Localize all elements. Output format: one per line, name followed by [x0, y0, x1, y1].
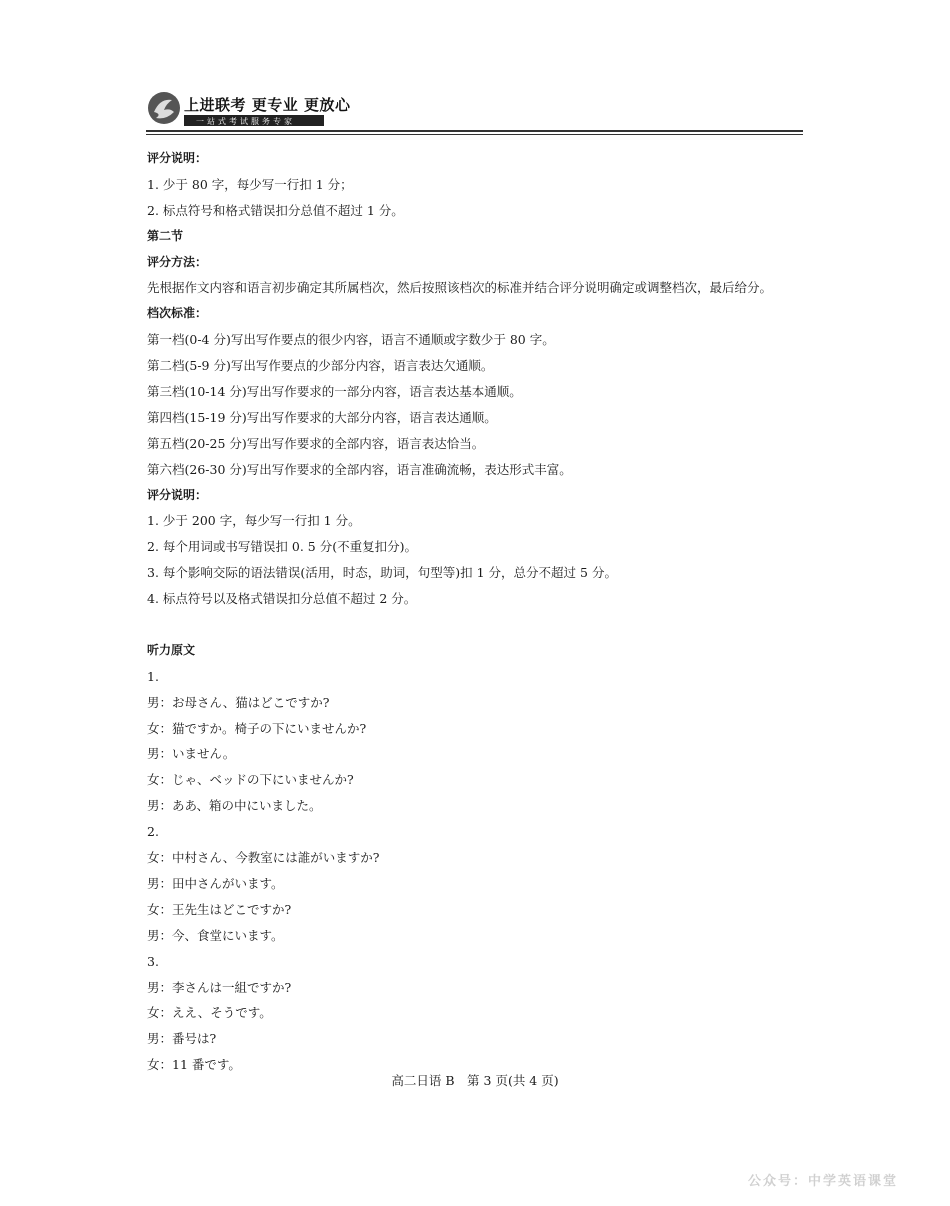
section2-note: 4. 标点符号以及格式错误扣分总值不超过 2 分。	[147, 591, 417, 607]
listening-title: 听力原文	[147, 642, 196, 657]
page-header	[146, 88, 803, 136]
dialogue-line: 男：いません。	[147, 746, 236, 762]
dialogue-line: 男：李さんは一組ですか?	[147, 979, 292, 995]
dialogue-line: 男：番号は?	[147, 1031, 217, 1047]
dialogue-number: 2.	[147, 824, 159, 840]
document-body	[147, 146, 807, 1078]
level-item: 第二档(5-9 分)写出写作要点的少部分内容，语言表达欠通顺。	[147, 358, 494, 374]
level-item: 第四档(15-19 分)写出写作要求的大部分内容，语言表达通顺。	[147, 409, 497, 425]
header-slogan: 上进联考 更专业 更放心	[184, 96, 351, 114]
header-rule-thin	[146, 134, 803, 135]
level-item: 第五档(20-25 分)写出写作要求的全部内容，语言表达恰当。	[147, 435, 485, 451]
level-item: 第六档(26-30 分)写出写作要求的全部内容，语言准确流畅，表达形式丰富。	[147, 461, 572, 477]
dialogue-line: 女：じゃ、ベッドの下にいませんか?	[147, 772, 354, 788]
header-tagline: 一站式考试服务专家	[196, 117, 295, 126]
section2-notes-title: 评分说明：	[147, 487, 208, 502]
dialogue-line: 女：中村さん、今教室には誰がいますか?	[147, 850, 380, 866]
section2-note: 3. 每个影响交际的语法错误(活用，时态，助词，句型等)扣 1 分，总分不超过 5 分。	[147, 565, 617, 581]
dialogue-number: 3.	[147, 953, 159, 969]
level-item: 第一档(0-4 分)写出写作要点的很少内容，语言不通顺或字数少于 80 字。	[147, 332, 555, 348]
level-item: 第三档(10-14 分)写出写作要求的一部分内容，语言表达基本通顺。	[147, 384, 522, 400]
dialogue-line: 男：ああ、箱の中にいました。	[147, 798, 322, 814]
section2-note: 1. 少于 200 字，每少写一行扣 1 分。	[147, 513, 361, 529]
dialogue-line: 女：王先生はどこですか?	[147, 901, 292, 917]
dialogue-line: 女：11 番です。	[147, 1057, 241, 1073]
levels-title: 档次标准：	[147, 306, 208, 321]
section2-title: 第二节	[147, 228, 184, 243]
dialogue-line: 男：今、食堂にいます。	[147, 927, 284, 943]
section1-notes-title: 评分说明：	[147, 151, 208, 165]
page-footer: 高二日语 B 第 3 页(共 4 页)	[391, 1073, 559, 1088]
section2-note: 2. 每个用词或书写错误扣 0. 5 分(不重复扣分)。	[147, 539, 417, 555]
method-title: 评分方法：	[147, 254, 208, 269]
dialogue-line: 男：お母さん、猫はどこですか?	[147, 694, 330, 710]
watermark: 公众号：中学英语课堂	[747, 1174, 898, 1189]
section1-note: 1. 少于 80 字，每少写一行扣 1 分；	[147, 176, 353, 192]
dialogue-line: 男：田中さんがいます。	[147, 875, 284, 891]
spacer	[147, 612, 807, 638]
section1-note: 2. 标点符号和格式错误扣分总值不超过 1 分。	[147, 202, 404, 218]
dialogue-number: 1.	[147, 668, 159, 684]
method-text: 先根据作文内容和语言初步确定其所属档次，然后按照该档次的标准并结合评分说明确定或调整档次，最后给分。	[147, 280, 773, 296]
dialogue-line: 女：猫ですか。椅子の下にいませんか?	[147, 720, 367, 736]
logo-icon	[146, 90, 182, 126]
dialogue-line: 女：ええ、そうです。	[147, 1005, 272, 1021]
header-rule-thick	[146, 130, 803, 132]
